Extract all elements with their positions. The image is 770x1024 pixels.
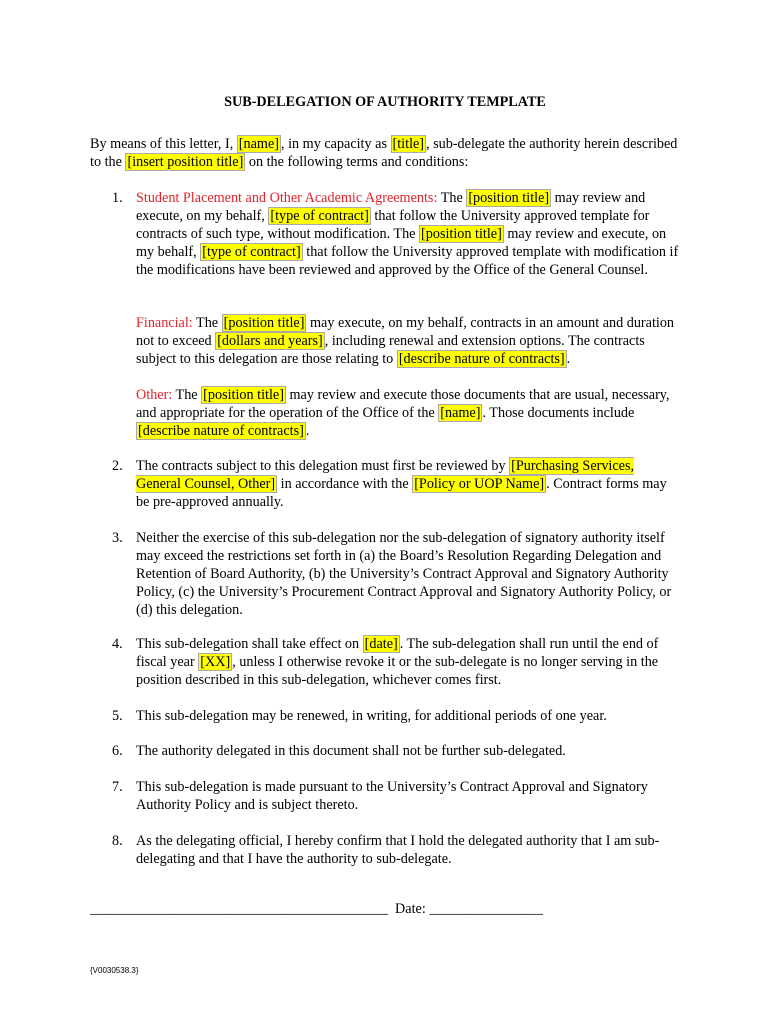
placeholder-fiscal-year: [XX] [200, 654, 231, 670]
item-text: in accordance with the [277, 476, 413, 492]
placeholder-position-title: [position title] [421, 226, 502, 242]
placeholder-position-title: [position title] [223, 315, 305, 331]
placeholder-name: [name] [238, 136, 279, 152]
intro-text: By means of this letter, I, [90, 136, 237, 152]
placeholder-type-of-contract: [type of contract] [202, 244, 301, 260]
date-line: ________________ [429, 901, 543, 917]
item-number: 1. [112, 190, 123, 206]
item-text: may review and execute, on my behalf, [136, 226, 667, 260]
item-text: , including renewal and extension options. The contracts subject to this delegation are those relating to [136, 333, 645, 367]
item-text: . The sub-delegation shall run until the end of fiscal year [136, 636, 659, 670]
signature-line: __________________________________________ [90, 901, 388, 917]
placeholder-policy-name: [Policy or UOP Name] [414, 476, 545, 492]
item-text: that follow the University approved template for contracts of such type, without modification. The [136, 208, 650, 242]
financial-paragraph [136, 314, 682, 368]
placeholder-nature-of-contracts: [describe nature of contracts] [138, 423, 304, 439]
placeholder-type-of-contract: [type of contract] [270, 208, 369, 224]
section-heading-other: Other: [136, 387, 173, 403]
placeholder-position-title: [position title] [203, 387, 284, 403]
other-paragraph [136, 386, 682, 440]
list-item-6 [112, 742, 682, 760]
item-text: that follow the University approved template with modification if the modifications have been reviewed and approved by the Office of the General Counsel. [136, 244, 679, 278]
item-text: The contracts subject to this delegation must first be reviewed by [136, 458, 510, 474]
item-text: The authority delegated in this document shall not be further sub-delegated. [136, 743, 566, 759]
item-text: . [566, 351, 571, 367]
item-text: The [172, 387, 202, 403]
item-text: may execute, on my behalf, contracts in an amount and duration not to exceed [136, 315, 675, 349]
placeholder-reviewer: [Purchasing Services, General Counsel, Other] [136, 458, 635, 492]
item-number: 7. [112, 779, 123, 795]
item-number: 2. [112, 458, 123, 474]
list-item-4 [112, 635, 682, 689]
item-text: , unless I otherwise revoke it or the sub-delegate is no longer serving in the position described in this sub-delegation, whichever comes first. [136, 654, 659, 688]
list-item-7 [112, 778, 682, 814]
item-text: may review and execute those documents that are usual, necessary, and appropriate for the operation of the Office of the [136, 387, 670, 421]
section-heading-student-placement: Student Placement and Other Academic Agreements: [136, 190, 438, 206]
placeholder-dollars-and-years: [dollars and years] [217, 333, 323, 349]
intro-text: , sub-delegate the authority herein described to the [90, 136, 678, 170]
section-heading-financial: Financial: [136, 315, 193, 331]
item-text: may review and execute, on my behalf, [136, 190, 646, 224]
list-item-2 [112, 457, 682, 511]
intro-paragraph [90, 135, 690, 171]
item-text: This sub-delegation may be renewed, in writing, for additional periods of one year. [136, 708, 607, 724]
item-number: 6. [112, 743, 123, 759]
list-item-1 [112, 189, 682, 279]
intro-text: , in my capacity as [280, 136, 391, 152]
list-item-5 [112, 707, 682, 725]
signature-block [90, 900, 543, 918]
item-text: As the delegating official, I hereby confirm that I hold the delegated authority that I am sub-delegating and that I have the authority to sub-delegate. [136, 833, 660, 867]
item-text: . Contract forms may be pre-approved annually. [136, 476, 667, 510]
list-item-3 [112, 529, 682, 619]
item-text: Neither the exercise of this sub-delegation nor the sub-delegation of signatory authority itself may exceed the restrictions set forth in (a) the Board’s Resolution Regarding Delegation and Retention of Board Authority, (b) the University’s Contract Approval and Signatory Authority Policy, (c) the University’s Procurement Contract Approval and Signatory Authority Policy, or (d) this delegation. [136, 530, 672, 618]
placeholder-position-title: [position title] [468, 190, 550, 206]
item-text: . [305, 423, 310, 439]
placeholder-position-title: [insert position title] [127, 154, 244, 170]
item-number: 3. [112, 530, 123, 546]
placeholder-nature-of-contracts: [describe nature of contracts] [398, 351, 565, 367]
placeholder-date: [date] [364, 636, 398, 652]
item-text: The [437, 190, 467, 206]
item-text: The [192, 315, 222, 331]
item-number: 5. [112, 708, 123, 724]
placeholder-title: [title] [392, 136, 425, 152]
item-text: This sub-delegation shall take effect on [136, 636, 363, 652]
date-label: Date: [387, 901, 430, 917]
intro-text: on the following terms and conditions: [245, 154, 469, 170]
item-text: This sub-delegation is made pursuant to the University’s Contract Approval and Signatory Authority Policy and is subject thereto. [136, 779, 648, 813]
document-title: SUB-DELEGATION OF AUTHORITY TEMPLATE [224, 94, 546, 110]
item-number: 8. [112, 833, 123, 849]
item-number: 4. [112, 636, 123, 652]
placeholder-name: [name] [440, 405, 481, 421]
document-version-footer: {V0030538.3} [90, 966, 139, 975]
list-item-8 [112, 832, 682, 868]
item-text: . Those documents include [482, 405, 635, 421]
